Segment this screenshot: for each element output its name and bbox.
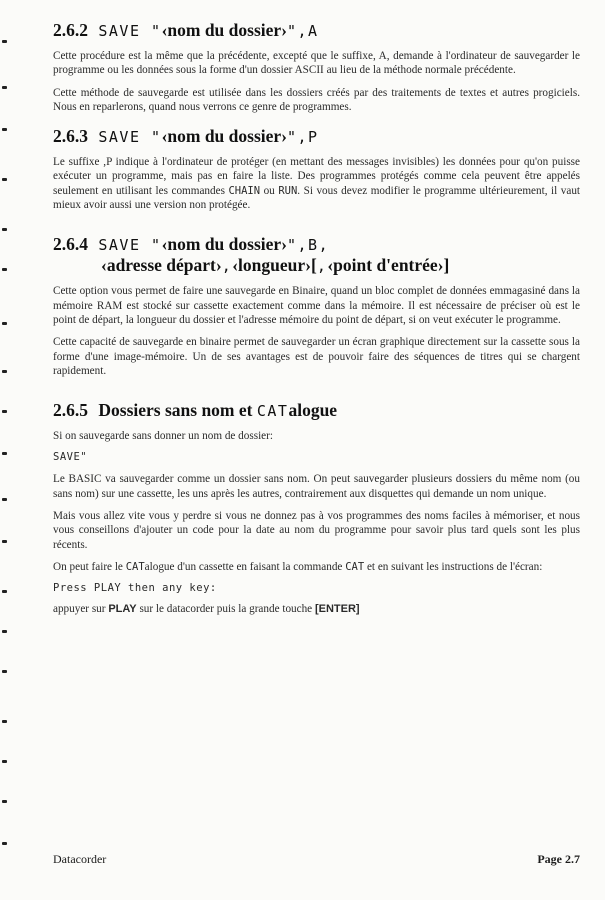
paragraph: On peut faire le CATalogue d'un cassette en faisant la commande CAT et en suivant les instructions de l'écran: [53,560,543,573]
paragraph: Cette option vous permet de faire une sauvegarde en Binaire, quand un bloc complet de données emmagasiné dans la mémoire RAM est stocké sur cassette exactement comme dans la mémoire. Il est nécessaire de préciser où est le point de départ, la longueur du dossier et l'adresse mémoire du point de départ, si on veut exécuter le programme. [53,285,580,326]
document-page [53,20,580,623]
code-line-save: SAVE" [53,451,88,464]
paragraph: Si on sauvegarde sans donner un nom de dossier: [53,430,273,443]
code-line-press-play: Press PLAY then any key: [53,582,217,595]
keyword-run: RUN [278,184,298,197]
section-heading-2-6-4: 2.6.4 SAVE "‹nom du dossier›",B, ‹adresse départ›,‹longueur›[,‹point d'entrée›] [53,234,580,276]
paragraph: Le suffixe ,P indique à l'ordinateur de protéger (en mettant des messages invisibles) les données pour qu'on puisse exécuter un programme, mais pas en faire la liste. Des programmes protégés comme cela peuvent être appelés seulement en utilisant les commandes CHAIN ou RUN. Si vous devez modifier le programme ultérieurement, il vaut mieux avoir aussi une version non protégée. [53,156,581,212]
paragraph: Cette méthode de sauvegarde est utilisée dans les dossiers créés par des traitements de textes et autres progiciels. Nous en reparlerons, quand nous verrons ce genre de programmes. [53,86,580,113]
section-heading-2-6-3: 2.6.3 SAVE "‹nom du dossier›",P [53,126,319,147]
section-heading-2-6-2: 2.6.2 SAVE "‹nom du dossier›",A [53,20,319,40]
footer-page-number: Page 2.7 [537,852,580,866]
paragraph: Cette procédure est la même que la précédente, excepté que le suffixe, A, demande à l'ordinateur de sauvegarder le programme ou les données sous la forme d'un dossier ASCII au lieu de la méthode normale précédente. [53,50,580,77]
paragraph: Mais vous allez vite vous y perdre si vous ne donnez pas à vos programmes des noms faciles à mémoriser, et nous vous conseillons d'ajouter un code pour la date au nom du programme pour savoir plus tard quels sont les plus récents. [53,510,580,551]
paragraph: Cette capacité de sauvegarde en binaire permet de sauvegarder un écran graphique directement sur la cassette sous la forme d'une image-mémoire. Un de ses avantages est de pouvoir faire des séquences de titres qui se chargent rapidement. [53,336,580,377]
keyword-chain: CHAIN [228,184,261,197]
section-heading-2-6-5: 2.6.5 Dossiers sans nom et CATalogue [53,400,338,421]
heading-continuation: ‹adresse départ›,‹longueur›[,‹point d'entrée›] [101,255,450,276]
footer-chapter: Datacorder [53,852,107,866]
instruction-line: appuyer sur PLAY sur le datacorder puis la grande touche [ENTER] [53,603,360,616]
paragraph: Le BASIC va sauvegarder comme un dossier sans nom. On peut sauvegarder plusieurs dossiers du même nom (ou sans nom) sur une cassette, les uns après les autres, contrairement aux disquettes qui demande un nom unique. [53,473,580,500]
scan-binding-marks [0,0,12,900]
